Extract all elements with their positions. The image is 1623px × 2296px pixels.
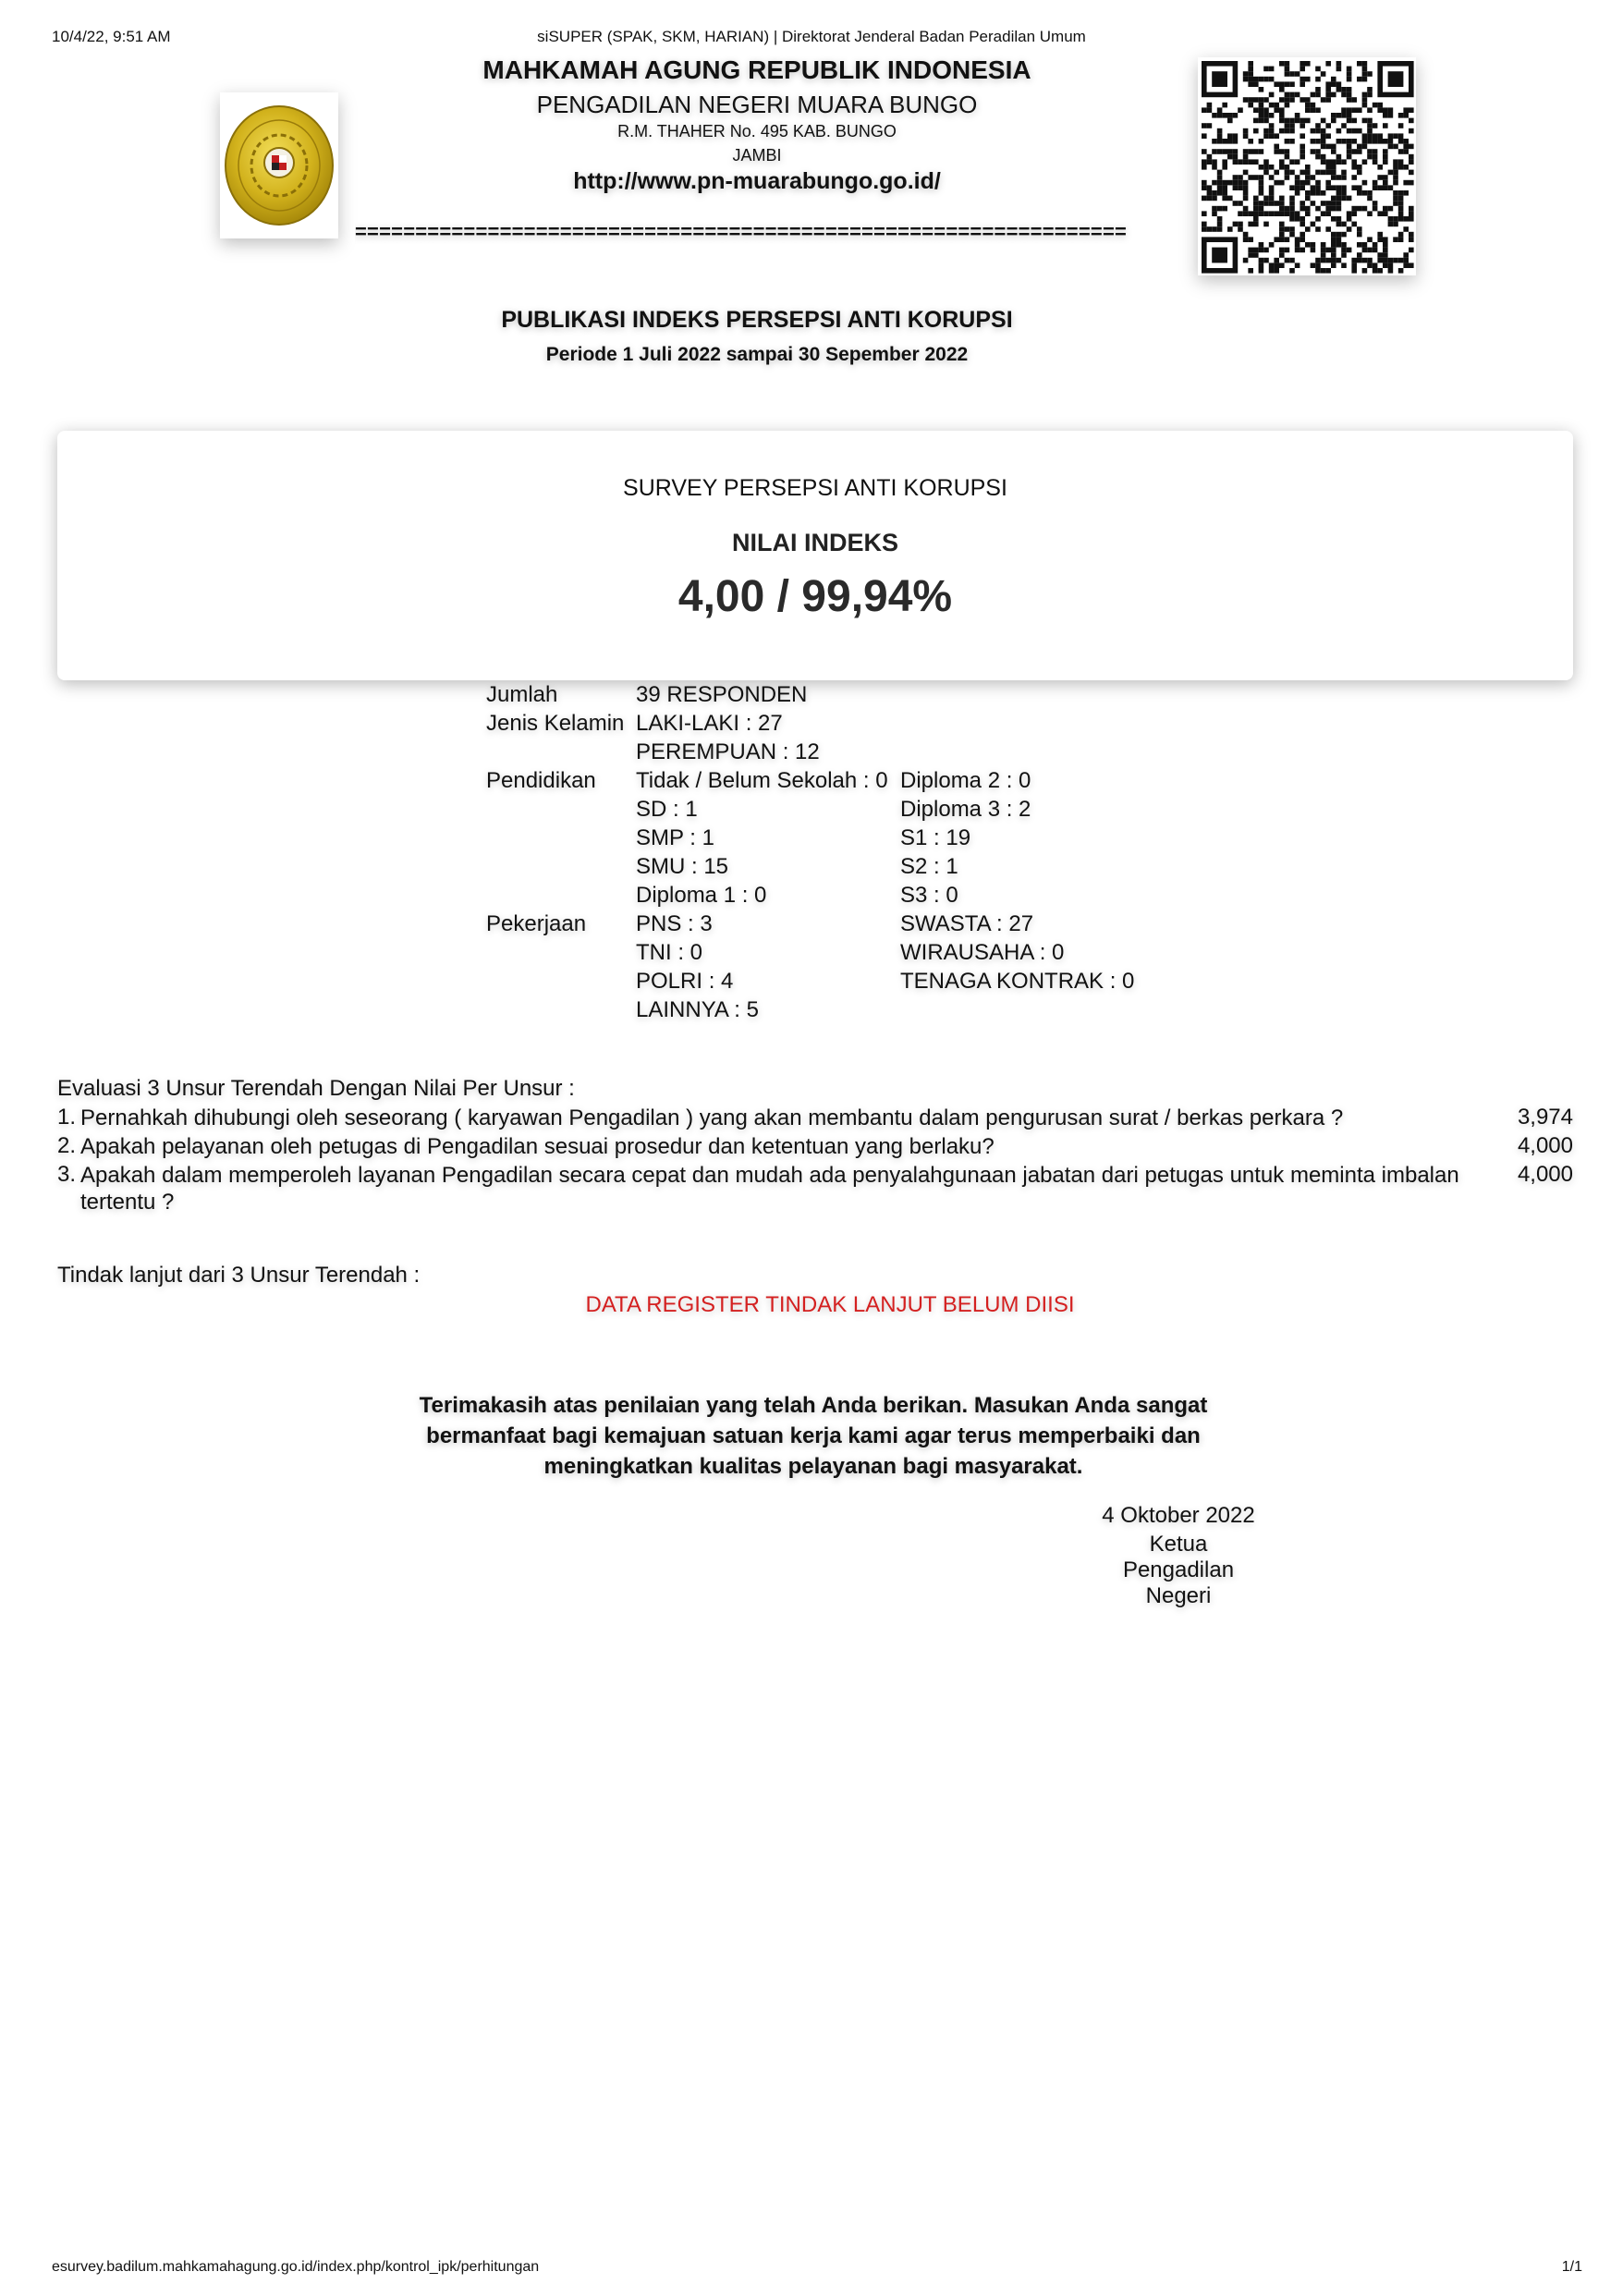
- court-subtitle: PENGADILAN NEGERI MUARA BUNGO: [536, 91, 978, 118]
- education-item: S1 : 19: [900, 825, 971, 850]
- index-card: [57, 431, 1573, 680]
- evaluation-number: 3.: [57, 1162, 77, 1187]
- education-item: SMP : 1: [636, 825, 714, 850]
- job-item: POLRI : 4: [636, 969, 734, 994]
- evaluation-question: Apakah dalam memperoleh layanan Pengadilan secara cepat dan mudah ada penyalahgunaan jabatan dari petugas untuk meminta imbalan tertentu ?: [80, 1163, 1459, 1215]
- signature-title: Ketua: [1149, 1532, 1208, 1557]
- publication-title: PUBLIKASI INDEKS PERSEPSI ANTI KORUPSI: [501, 307, 1013, 333]
- evaluation-item: [57, 1162, 1573, 1217]
- publication-period: Periode 1 Juli 2022 sampai 30 Sepember 2022: [545, 344, 969, 365]
- evaluation-heading: Evaluasi 3 Unsur Terendah Dengan Nilai Per Unsur :: [57, 1076, 575, 1101]
- gender-female: PEREMPUAN : 12: [636, 739, 820, 764]
- followup-message: DATA REGISTER TINDAK LANJUT BELUM DIISI: [585, 1292, 1075, 1317]
- education-label: Pendidikan: [486, 768, 596, 793]
- index-label: NILAI INDEKS: [731, 529, 898, 556]
- education-item: SD : 1: [636, 797, 698, 822]
- job-item: WIRAUSAHA : 0: [900, 940, 1065, 965]
- evaluation-number: 1.: [57, 1105, 77, 1130]
- print-footer-url: esurvey.badilum.mahkamahagung.go.id/index.php/kontrol_ipk/perhitungan: [52, 2259, 540, 2275]
- evaluation-number: 2.: [57, 1133, 77, 1158]
- signature-title: Pengadilan: [1122, 1557, 1235, 1582]
- print-date: 10/4/22, 9:51 AM: [52, 28, 171, 45]
- evaluation-question: Apakah pelayanan oleh petugas di Pengadilan sesuai prosedur dan ketentuan yang berlaku?: [80, 1134, 995, 1159]
- survey-label: SURVEY PERSEPSI ANTI KORUPSI: [623, 475, 1007, 501]
- gender-label: Jenis Kelamin: [486, 711, 625, 736]
- job-item: TNI : 0: [636, 940, 703, 965]
- education-item: Diploma 1 : 0: [636, 883, 767, 908]
- court-name: MAHKAMAH AGUNG REPUBLIK INDONESIA: [482, 55, 1031, 84]
- jumlah-label: Jumlah: [486, 682, 558, 707]
- education-item: Diploma 3 : 2: [900, 797, 1031, 822]
- job-item: TENAGA KONTRAK : 0: [900, 969, 1135, 994]
- job-item: SWASTA : 27: [900, 911, 1034, 936]
- education-item: Tidak / Belum Sekolah : 0: [636, 768, 888, 793]
- education-item: SMU : 15: [636, 854, 729, 879]
- job-item: LAINNYA : 5: [636, 997, 759, 1022]
- gender-male: LAKI-LAKI : 27: [636, 711, 783, 736]
- print-page-number: 1/1: [1561, 2259, 1582, 2275]
- education-item: Diploma 2 : 0: [900, 768, 1031, 793]
- signature-date: 4 Oktober 2022: [1102, 1503, 1255, 1528]
- evaluation-value: 4,000: [1517, 1133, 1573, 1158]
- header-separator: ================================================================: [355, 220, 1128, 243]
- evaluation-value: 4,000: [1517, 1162, 1573, 1187]
- jumlah-value: 39 RESPONDEN: [636, 682, 808, 707]
- index-value: 4,00 / 99,94%: [677, 572, 953, 621]
- court-website[interactable]: http://www.pn-muarabungo.go.id/: [573, 168, 941, 194]
- education-item: S2 : 1: [900, 854, 958, 879]
- thanks-message: Terimakasih atas penilaian yang telah Anda berikan. Masukan Anda sangat bermanfaat bagi kemajuan satuan kerja kami agar terus memperbaiki dan meningkatkan kualitas pelayanan bagi masyarakat.: [419, 1393, 1208, 1479]
- court-address: R.M. THAHER No. 495 KAB. BUNGO: [617, 122, 897, 140]
- evaluation-value: 3,974: [1517, 1105, 1573, 1130]
- job-item: PNS : 3: [636, 911, 713, 936]
- court-city: JAMBI: [732, 146, 782, 165]
- job-label: Pekerjaan: [486, 911, 587, 936]
- evaluation-item: [57, 1105, 1573, 1132]
- education-item: S3 : 0: [900, 883, 958, 908]
- signature-title: Negeri: [1145, 1583, 1212, 1608]
- evaluation-question: Pernahkah dihubungi oleh seseorang ( karyawan Pengadilan ) yang akan membantu dalam pengurusan surat / berkas perkara ?: [80, 1105, 1344, 1130]
- followup-heading: Tindak lanjut dari 3 Unsur Terendah :: [57, 1263, 421, 1288]
- evaluation-item: [57, 1133, 1573, 1161]
- print-page-title: siSUPER (SPAK, SKM, HARIAN) | Direktorat Jenderal Badan Peradilan Umum: [537, 28, 1086, 45]
